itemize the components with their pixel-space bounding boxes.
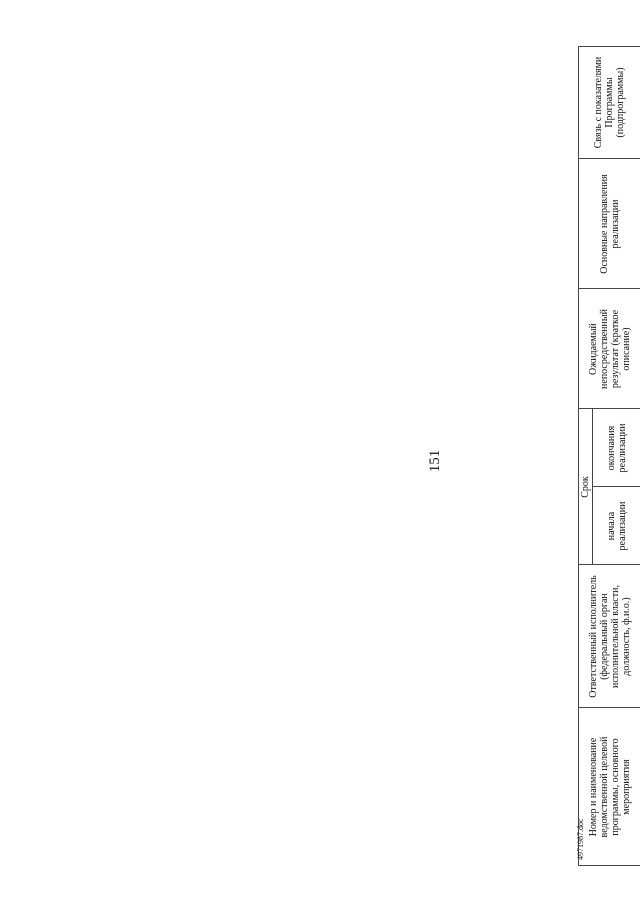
table-border-right — [578, 46, 640, 47]
page-number: 151 — [426, 449, 443, 473]
column-divider — [578, 564, 640, 565]
header-end: окончания реализации — [605, 423, 628, 473]
header-term: Срок — [579, 476, 591, 498]
header-directions: Основные направления реализации — [598, 174, 621, 274]
column-divider — [578, 288, 640, 289]
header-start: начала реализации — [605, 501, 628, 551]
rotated-table — [578, 46, 640, 866]
term-divider — [592, 409, 593, 565]
header-indicators: Связь с показателями Программы (подпрограммы) — [593, 56, 626, 149]
column-divider — [592, 486, 640, 487]
footer-doc-name: 4971987.doc — [576, 818, 585, 860]
header-expected-result: Ожидаемый непосредственный результат (краткое описание) — [587, 309, 632, 389]
table-border-left — [578, 865, 640, 866]
header-program-name: Номер и наименование ведомственной целевой программы, основного мероприятия — [587, 736, 632, 838]
column-divider — [578, 158, 640, 159]
table-border-top — [578, 46, 579, 866]
column-divider — [578, 408, 640, 409]
column-divider — [578, 707, 640, 708]
header-responsible: Ответственный исполнитель (федеральный орган исполнительной власти, должность, ф.и.о.) — [587, 575, 632, 698]
